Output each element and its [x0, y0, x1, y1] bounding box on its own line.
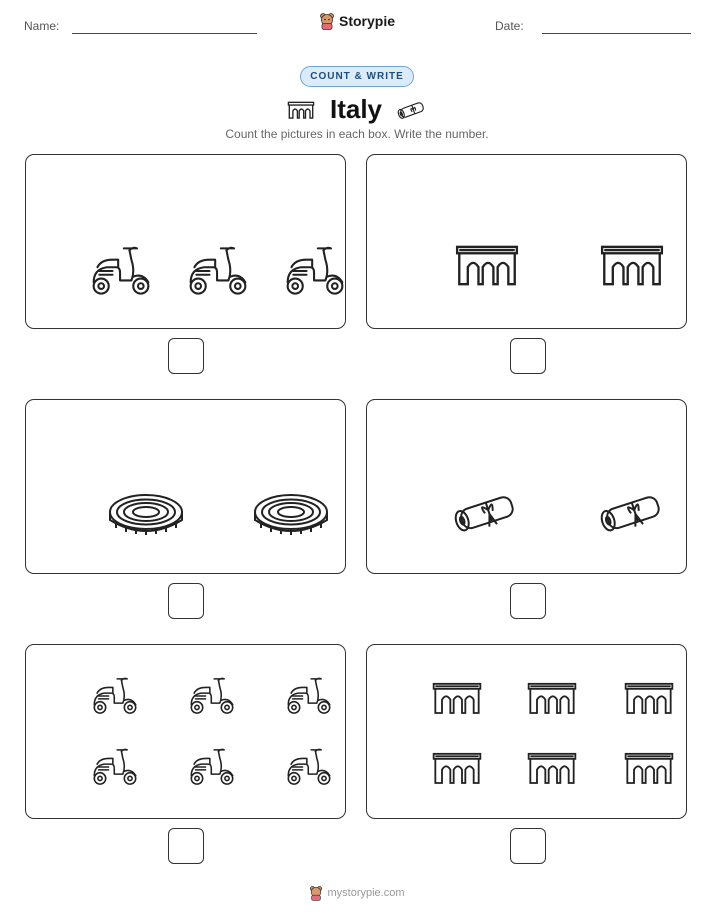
scooter-icon — [90, 744, 140, 795]
scooter-icon — [88, 241, 154, 306]
count-panel-1 — [25, 154, 346, 329]
scooter-icon — [90, 673, 140, 724]
answer-box-2[interactable] — [510, 338, 546, 374]
bear-mascot-icon — [319, 12, 335, 30]
scroll-icon — [396, 100, 428, 120]
answer-box-5[interactable] — [168, 828, 204, 864]
brand-name: Storypie — [338, 13, 395, 29]
aqueduct-icon — [432, 681, 482, 720]
date-label: Date: — [495, 19, 524, 33]
aqueduct-icon — [527, 681, 577, 720]
bear-mascot-icon — [309, 885, 323, 901]
answer-box-1[interactable] — [168, 338, 204, 374]
count-panel-2 — [366, 154, 687, 329]
scooter-icon — [284, 744, 334, 795]
name-line[interactable] — [72, 33, 257, 34]
aqueduct-icon — [432, 751, 482, 790]
scooter-icon — [284, 673, 334, 724]
scroll-icon — [597, 492, 667, 539]
answer-box-6[interactable] — [510, 828, 546, 864]
scroll-icon — [451, 492, 521, 539]
scooter-icon — [282, 241, 348, 306]
count-panel-5 — [25, 644, 346, 819]
scooter-icon — [187, 744, 237, 795]
colosseum-icon — [106, 490, 186, 545]
aqueduct-icon — [286, 101, 316, 119]
instructions: Count the pictures in each box. Write the number. — [225, 127, 489, 141]
scooter-icon — [187, 673, 237, 724]
count-panel-3 — [25, 399, 346, 574]
footer-url: mystorypie.com — [327, 887, 405, 899]
footer — [0, 885, 714, 901]
answer-box-4[interactable] — [510, 583, 546, 619]
count-panel-6 — [366, 644, 687, 819]
date-line[interactable] — [542, 33, 691, 34]
activity-badge: COUNT & WRITE — [300, 66, 414, 87]
page-title: Italy — [329, 94, 383, 124]
scooter-icon — [185, 241, 251, 306]
count-panel-4 — [366, 399, 687, 574]
aqueduct-icon — [527, 751, 577, 790]
aqueduct-icon — [600, 243, 664, 292]
aqueduct-icon — [624, 751, 674, 790]
name-label: Name: — [24, 19, 60, 33]
colosseum-icon — [251, 490, 331, 545]
aqueduct-icon — [624, 681, 674, 720]
brand-logo — [0, 12, 714, 30]
aqueduct-icon — [455, 243, 519, 292]
answer-box-3[interactable] — [168, 583, 204, 619]
